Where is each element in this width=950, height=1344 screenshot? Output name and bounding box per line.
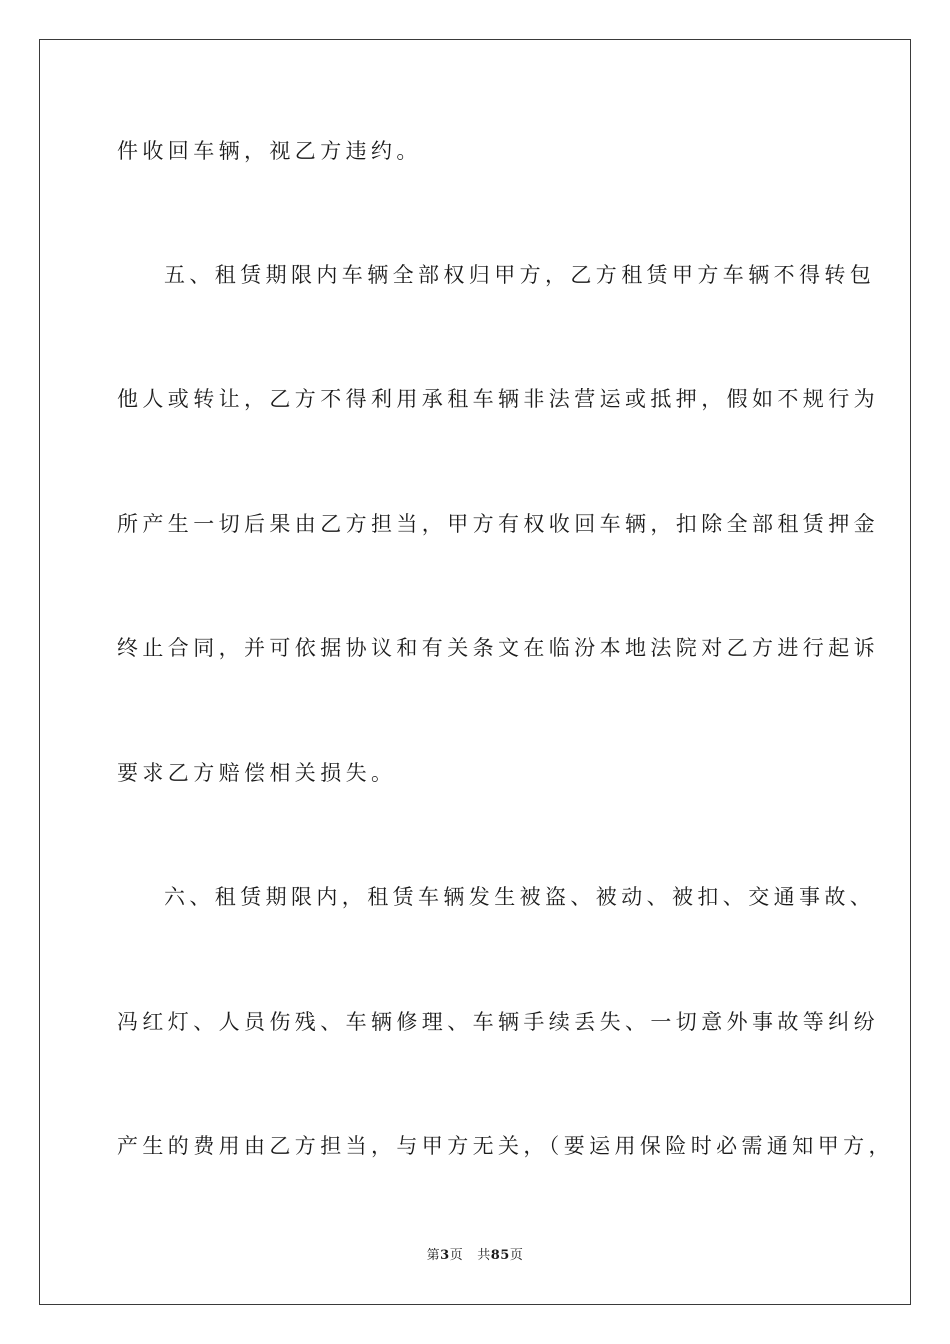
text-line: 六、租赁期限内，租赁车辆发生被盗、被动、被扣、交通事故、 xyxy=(164,885,876,909)
text-line: 五、租赁期限内车辆全部权归甲方，乙方租赁甲方车辆不得转包 xyxy=(164,263,876,287)
text-line: 他人或转让，乙方不得利用承租车辆非法营运或抵押，假如不规行为 xyxy=(117,387,879,411)
text-line: 要求乙方赔偿相关损失。 xyxy=(117,761,397,785)
page-number: 3 xyxy=(440,1248,450,1263)
text-line: 件收回车辆，视乙方违约。 xyxy=(117,139,422,163)
total-prefix: 共 xyxy=(477,1248,491,1263)
page-border xyxy=(39,39,911,1305)
text-line: 产生的费用由乙方担当，与甲方无关，（要运用保险时必需通知甲方， xyxy=(117,1134,894,1158)
total-suffix: 页 xyxy=(509,1248,524,1263)
page-suffix: 页 xyxy=(449,1248,464,1263)
text-line: 所产生一切后果由乙方担当，甲方有权收回车辆，扣除全部租赁押金 xyxy=(117,512,879,536)
page-prefix: 第 xyxy=(426,1248,441,1263)
page-footer xyxy=(0,1248,950,1264)
text-line: 终止合同，并可依据协议和有关条文在临汾本地法院对乙方进行起诉 xyxy=(117,636,879,660)
total-pages: 85 xyxy=(490,1248,510,1263)
text-line: 冯红灯、人员伤残、车辆修理、车辆手续丢失、一切意外事故等纠纷 xyxy=(117,1010,879,1034)
